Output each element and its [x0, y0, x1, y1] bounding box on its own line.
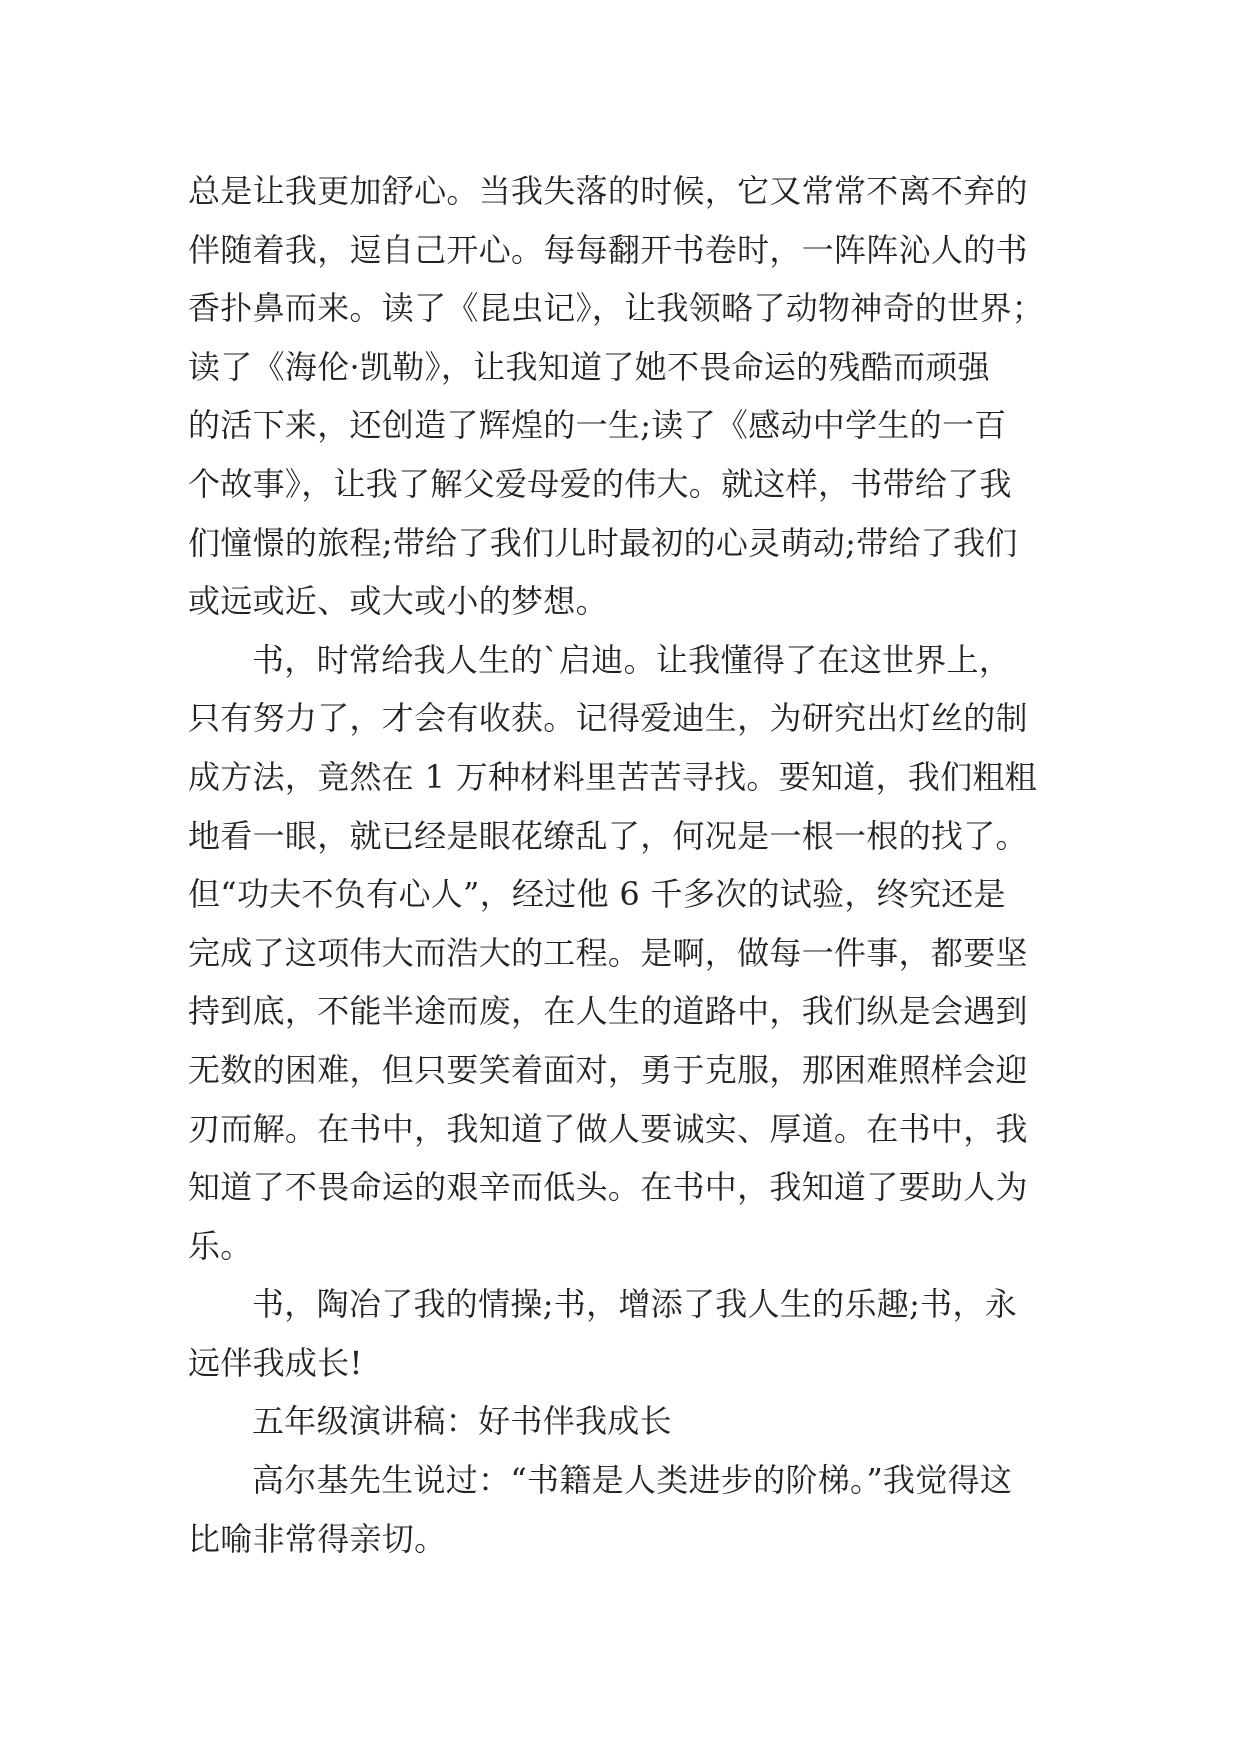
text-line: 总是让我更加舒心。当我失落的时候，它又常常不离不弃的	[188, 172, 1028, 210]
text-line: 但“功夫不负有心人”，经过他 6 千多次的试验，终究还是	[188, 875, 1006, 914]
text-line: 五年级演讲稿：好书伴我成长	[252, 1402, 672, 1441]
text-line: 地看一眼，就已经是眼花缭乱了，何况是一根一根的找了。	[188, 816, 1028, 855]
text-line: 远伴我成长!	[188, 1343, 363, 1382]
text-line: 只有努力了，才会有收获。记得爱迪生，为研究出灯丝的制	[188, 699, 1028, 738]
text-line: 香扑鼻而来。读了《昆虫记》，让我领略了动物神奇的世界；	[188, 289, 1045, 328]
text-line: 书，时常给我人生的`启迪。让我懂得了在这世界上，	[252, 640, 1012, 679]
text-line: 高尔基先生说过：“书籍是人类进步的阶梯。”我觉得这	[252, 1461, 1013, 1500]
document-body	[188, 162, 1068, 1568]
text-line: 书，陶冶了我的情操;书，增添了我人生的乐趣;书，永	[252, 1285, 1018, 1324]
text-line: 读了《海伦·凯勒》，让我知道了她不畏命运的残酷而顽强	[188, 347, 990, 386]
text-line: 个故事》，让我了解父爱母爱的伟大。就这样，书带给了我	[188, 464, 1012, 503]
text-line: 无数的困难，但只要笑着面对，勇于克服，那困难照样会迎	[188, 1050, 1028, 1089]
text-line: 完成了这项伟大而浩大的工程。是啊，做每一件事，都要坚	[188, 933, 1028, 972]
text-line: 乐。	[188, 1226, 253, 1265]
text-line: 成方法，竟然在 1 万种材料里苦苦寻找。要知道，我们粗粗	[188, 757, 1038, 796]
text-line: 伴随着我，逗自己开心。每每翻开书卷时，一阵阵沁人的书	[188, 230, 1028, 269]
text-line: 或远或近、或大或小的梦想。	[188, 582, 608, 621]
text-line: 持到底，不能半途而废，在人生的道路中，我们纵是会遇到	[188, 992, 1028, 1031]
text-line: 比喻非常得亲切。	[188, 1519, 447, 1558]
text-line: 的活下来，还创造了辉煌的一生;读了《感动中学生的一百	[188, 406, 1007, 445]
text-line: 们憧憬的旅程;带给了我们儿时最初的心灵萌动;带给了我们	[188, 523, 1018, 562]
text-line: 刃而解。在书中，我知道了做人要诚实、厚道。在书中，我	[188, 1109, 1028, 1148]
text-line: 知道了不畏命运的艰辛而低头。在书中，我知道了要助人为	[188, 1168, 1028, 1207]
